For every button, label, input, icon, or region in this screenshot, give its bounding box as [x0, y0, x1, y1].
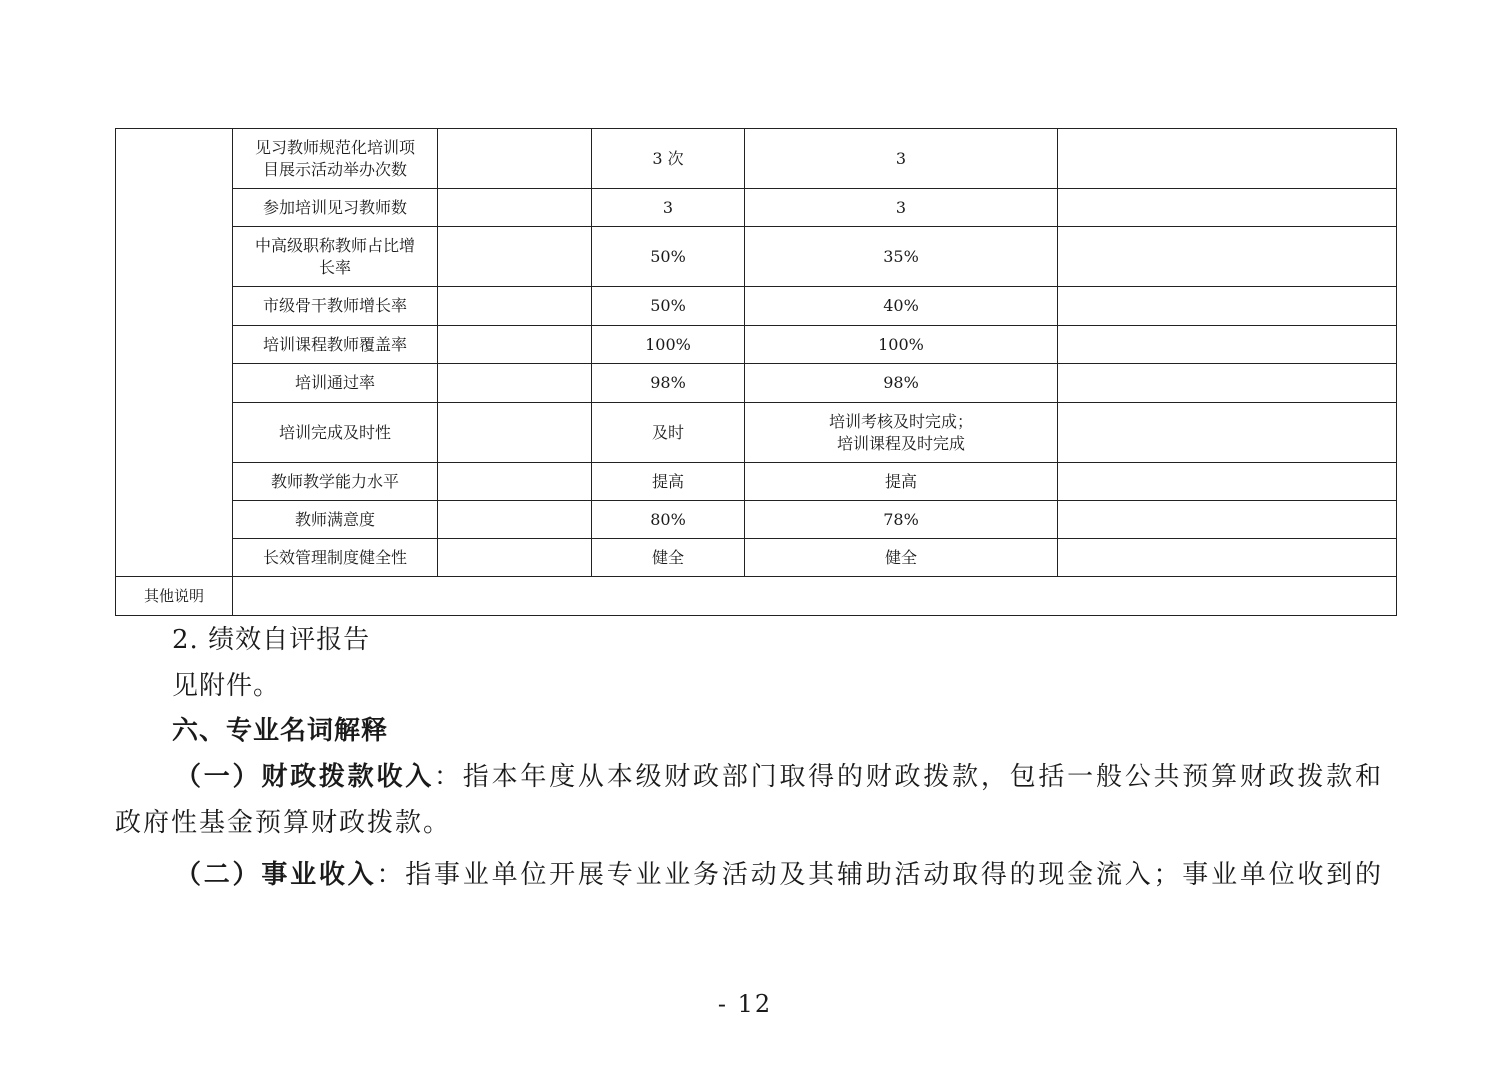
note-cell — [1058, 189, 1397, 227]
actual-value-cell: 提高 — [745, 463, 1058, 501]
other-notes-value — [233, 577, 1397, 616]
indicator-cell: 见习教师规范化培训项 目展示活动举办次数 — [233, 129, 438, 189]
blank-cell — [438, 326, 592, 364]
table-row — [116, 326, 1397, 364]
target-value-cell: 3 次 — [592, 129, 745, 189]
note-cell — [1058, 287, 1397, 326]
definition-2-text: ：指事业单位开展专业业务活动及其辅助活动取得的现金流入；事业单位收到的 — [376, 860, 1383, 890]
actual-value-cell: 98% — [745, 364, 1058, 403]
report-body: 见附件。 — [172, 671, 281, 701]
indicator-cell: 参加培训见习教师数 — [233, 189, 438, 227]
note-cell — [1058, 227, 1397, 287]
blank-cell — [438, 501, 592, 539]
indicator-cell: 中高级职称教师占比增 长率 — [233, 227, 438, 287]
target-value-cell: 3 — [592, 189, 745, 227]
target-value-cell: 98% — [592, 364, 745, 403]
definition-1-line-2: 政府性基金预算财政拨款。 — [115, 808, 452, 838]
other-notes-row — [116, 577, 1397, 616]
blank-cell — [438, 539, 592, 577]
actual-value-cell: 培训考核及时完成； 培训课程及时完成 — [745, 403, 1058, 463]
other-notes-label: 其他说明 — [116, 577, 233, 616]
target-value-cell: 健全 — [592, 539, 745, 577]
blank-cell — [438, 364, 592, 403]
definition-1-term: （一）财政拨款收入 — [175, 762, 435, 792]
actual-value-cell: 35% — [745, 227, 1058, 287]
table-row — [116, 227, 1397, 287]
blank-cell — [438, 287, 592, 326]
table-row — [116, 539, 1397, 577]
blank-cell — [438, 189, 592, 227]
target-value-cell: 100% — [592, 326, 745, 364]
blank-cell — [438, 129, 592, 189]
category-cell — [116, 129, 233, 577]
actual-value-cell: 健全 — [745, 539, 1058, 577]
indicator-cell: 培训课程教师覆盖率 — [233, 326, 438, 364]
performance-indicator-table — [115, 128, 1397, 616]
actual-value-cell: 3 — [745, 129, 1058, 189]
table-row — [116, 501, 1397, 539]
definition-1-line-1 — [115, 763, 1383, 791]
target-value-cell: 50% — [592, 227, 745, 287]
section-title: 六、专业名词解释 — [172, 716, 389, 746]
note-cell — [1058, 364, 1397, 403]
blank-cell — [438, 403, 592, 463]
note-cell — [1058, 463, 1397, 501]
indicator-cell: 培训完成及时性 — [233, 403, 438, 463]
definition-2-term: （二）事业收入 — [175, 860, 377, 890]
blank-cell — [438, 463, 592, 501]
note-cell — [1058, 501, 1397, 539]
table-row — [116, 364, 1397, 403]
page-number: - 12 — [717, 990, 773, 1018]
actual-value-cell: 3 — [745, 189, 1058, 227]
indicator-cell: 长效管理制度健全性 — [233, 539, 438, 577]
target-value-cell: 50% — [592, 287, 745, 326]
target-value-cell: 80% — [592, 501, 745, 539]
report-heading: 2. 绩效自评报告 — [172, 625, 371, 655]
actual-value-cell: 100% — [745, 326, 1058, 364]
definition-1-text: ：指本年度从本级财政部门取得的财政拨款，包括一般公共预算财政拨款和 — [434, 762, 1383, 792]
indicator-cell: 教师满意度 — [233, 501, 438, 539]
actual-value-cell: 78% — [745, 501, 1058, 539]
note-cell — [1058, 403, 1397, 463]
target-value-cell: 提高 — [592, 463, 745, 501]
definition-2-line-1 — [115, 861, 1383, 889]
note-cell — [1058, 326, 1397, 364]
indicator-cell: 市级骨干教师增长率 — [233, 287, 438, 326]
note-cell — [1058, 539, 1397, 577]
target-value-cell: 及时 — [592, 403, 745, 463]
table-row — [116, 189, 1397, 227]
table-row — [116, 129, 1397, 189]
table-row — [116, 463, 1397, 501]
blank-cell — [438, 227, 592, 287]
actual-value-cell: 40% — [745, 287, 1058, 326]
indicator-cell: 教师教学能力水平 — [233, 463, 438, 501]
table-row — [116, 287, 1397, 326]
table-row — [116, 403, 1397, 463]
note-cell — [1058, 129, 1397, 189]
indicator-cell: 培训通过率 — [233, 364, 438, 403]
